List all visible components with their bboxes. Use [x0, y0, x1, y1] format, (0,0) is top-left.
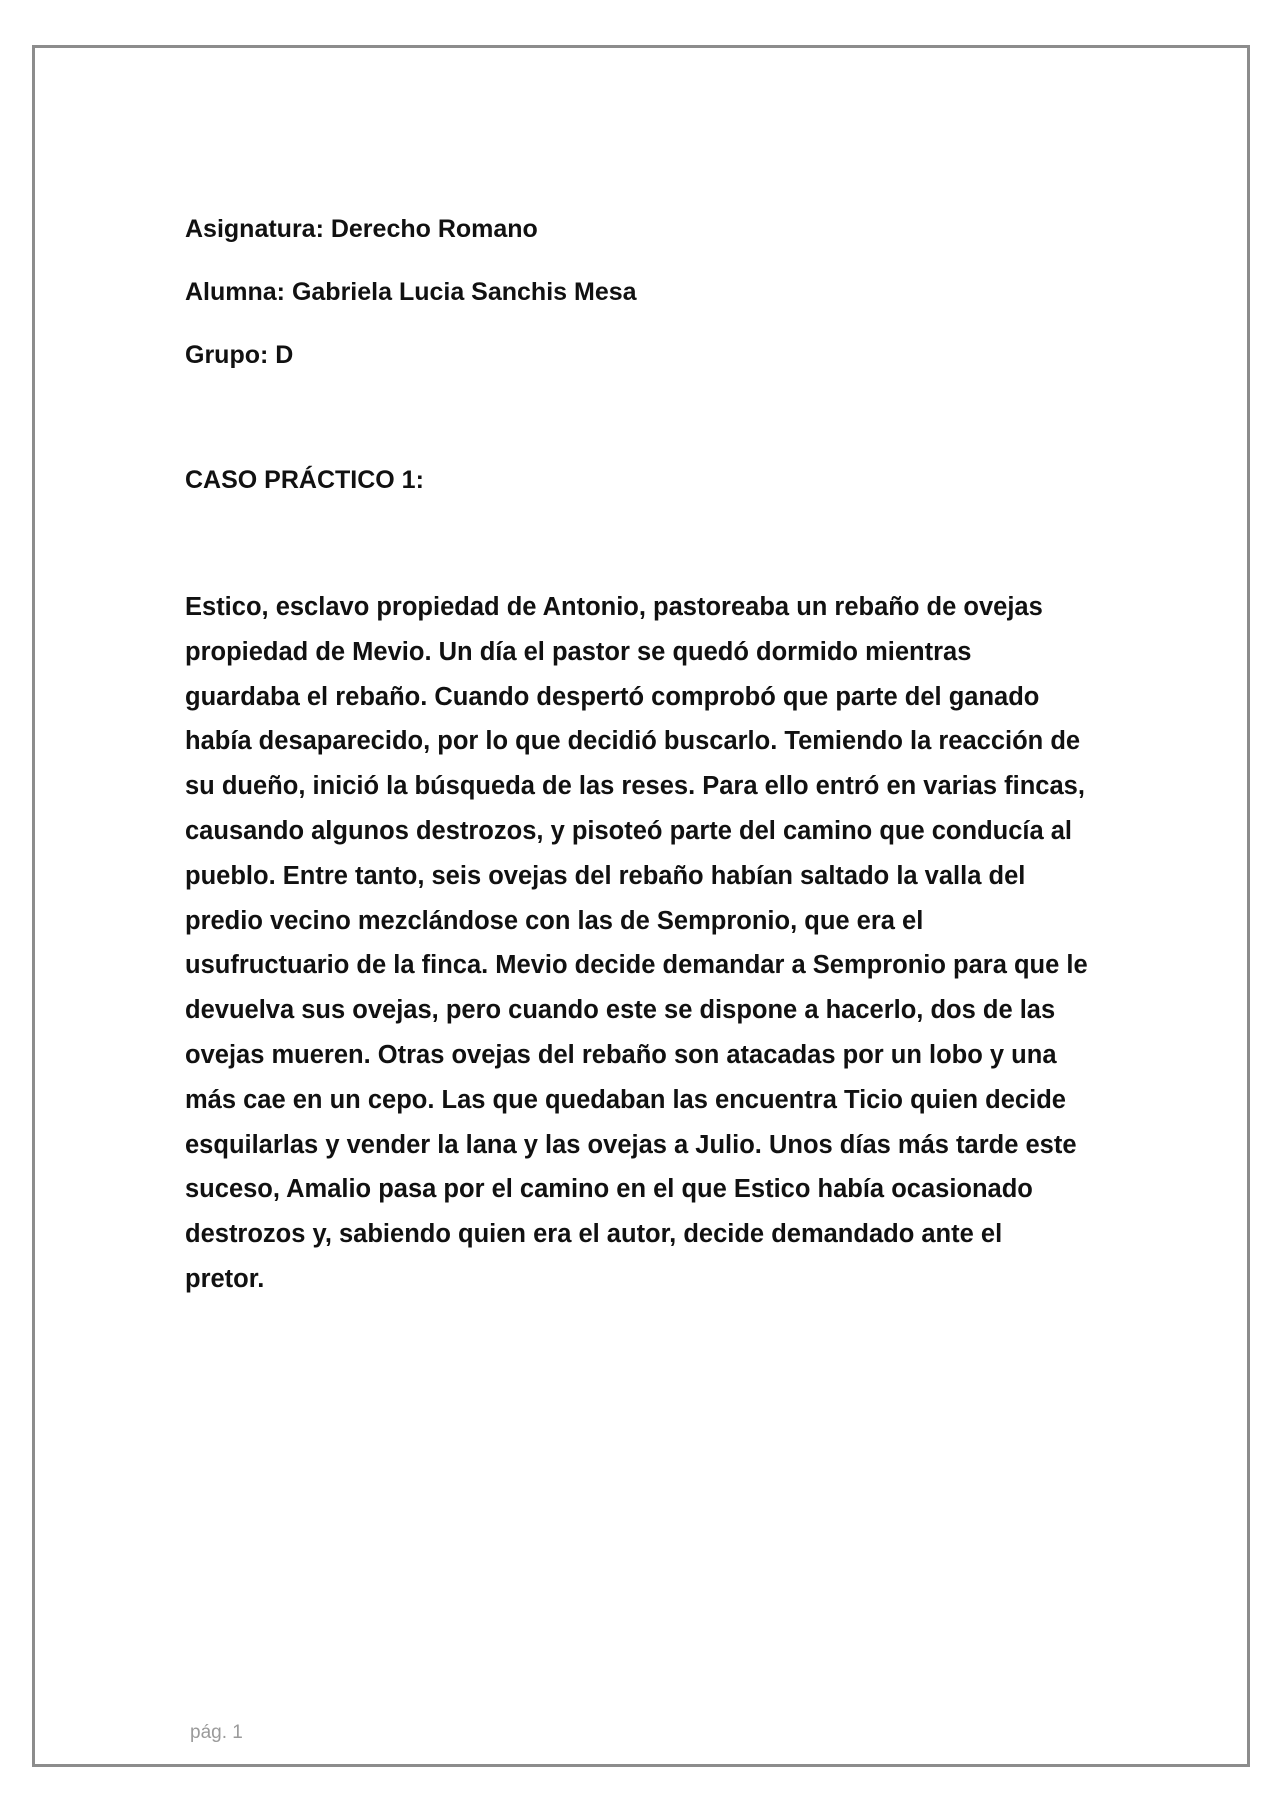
group-line: Grupo: D	[185, 341, 294, 369]
case-title: CASO PRÁCTICO 1:	[185, 466, 424, 494]
case-body-line: usufructuario de la finca. Mevio decide demandar a Sempronio para que le	[185, 951, 1088, 980]
case-body-line: propiedad de Mevio. Un día el pastor se quedó dormido mientras	[185, 637, 972, 666]
subject-line: Asignatura: Derecho Romano	[185, 215, 538, 243]
case-body-line: Estico, esclavo propiedad de Antonio, pastoreaba un rebaño de ovejas	[185, 593, 1043, 621]
case-body-line: predio vecino mezclándose con las de Sempronio, que era el	[185, 906, 924, 935]
case-body	[185, 585, 1125, 1302]
case-body-line: ovejas mueren. Otras ovejas del rebaño son atacadas por un lobo y una	[185, 1040, 1057, 1069]
case-body-line: más cae en un cepo. Las que quedaban las encuentra Ticio quien decide	[185, 1085, 1066, 1114]
case-body-line: causando algunos destrozos, y pisoteó parte del camino que conducía al	[185, 816, 1073, 845]
case-body-line: pueblo. Entre tanto, seis ovejas del rebaño habían saltado la valla del	[185, 861, 1026, 890]
case-body-line: guardaba el rebaño. Cuando despertó comprobó que parte del ganado	[185, 682, 1040, 711]
case-body-line: esquilarlas y vender la lana y las ovejas a Julio. Unos días más tarde este	[185, 1130, 1077, 1159]
student-line: Alumna: Gabriela Lucia Sanchis Mesa	[185, 278, 637, 306]
case-body-line: había desaparecido, por lo que decidió buscarlo. Temiendo la reacción de	[185, 727, 1081, 756]
case-body-line: suceso, Amalio pasa por el camino en el que Estico había ocasionado	[185, 1175, 1033, 1204]
case-body-line: pretor.	[185, 1264, 265, 1293]
case-body-line: su dueño, inició la búsqueda de las reses. Para ello entró en varias fincas,	[185, 772, 1085, 801]
case-body-line: destrozos y, sabiendo quien era el autor, decide demandado ante el	[185, 1220, 1003, 1249]
case-body-line: devuelva sus ovejas, pero cuando este se dispone a hacerlo, dos de las	[185, 996, 1056, 1025]
page-number: pág. 1	[190, 1722, 243, 1743]
